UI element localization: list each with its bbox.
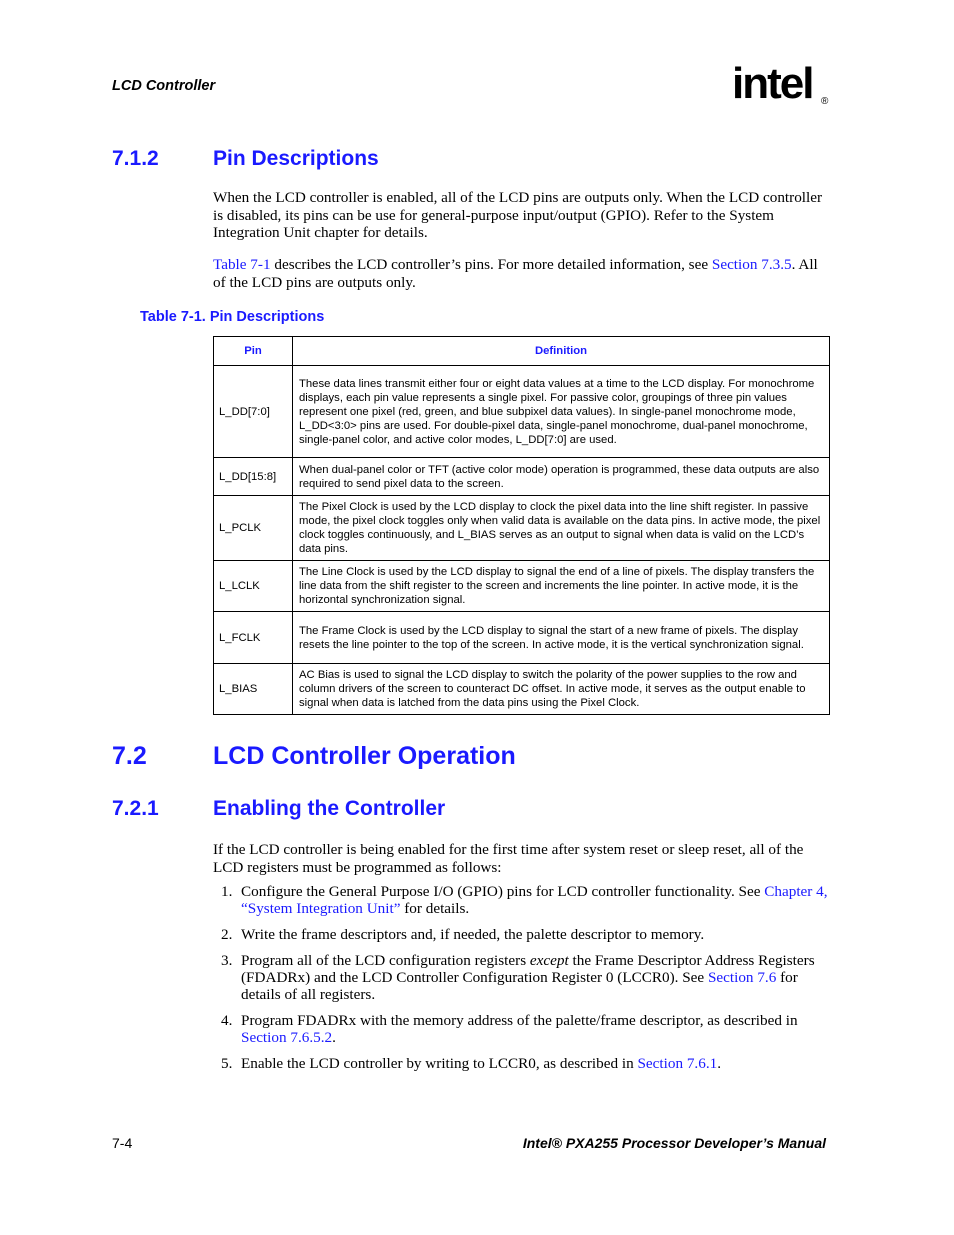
section-number-7-2: 7.2 <box>112 742 147 770</box>
link-section-7-3-5[interactable]: Section 7.3.5 <box>711 256 792 273</box>
definition-cell: The Line Clock is used by the LCD display to signal the end of a line of pixels. The display transfers the line data from the shift register to the screen and increments the line pointer. In active mode, it is the horizontal synchronization signal. <box>293 561 830 612</box>
list-item: 3. Program all of the LCD configuration registers except the Frame Descriptor Address Registers (FDADRx) and the LCD Controller Configuration Register 0 (LCCR0). See Section 7.6 for details of all registers. <box>221 952 815 1003</box>
pin-cell: L_BIAS <box>214 664 293 715</box>
pin-cell: L_DD[15:8] <box>214 458 293 496</box>
list-item: 4. Program FDADRx with the memory address of the palette/frame descriptor, as described in Section 7.6.5.2. <box>221 1012 798 1046</box>
table-row <box>214 458 830 496</box>
list-item: 1. Configure the General Purpose I/O (GPIO) pins for LCD controller functionality. See Chapter 4, “System Integration Unit” for details. <box>221 883 828 917</box>
link-section-7-6[interactable]: Section 7.6 <box>707 969 777 986</box>
link-section-7-6-5-2[interactable]: Section 7.6.5.2 <box>241 1029 333 1046</box>
section-number-7-2-1: 7.2.1 <box>112 797 159 820</box>
column-header-pin: Pin <box>214 337 293 366</box>
paragraph-table-ref: Table 7-1 describes the LCD controller’s pins. For more detailed information, see Section 7.3.5. All of the LCD pins are outputs only. <box>213 256 818 291</box>
table-row <box>214 612 830 664</box>
column-header-definition: Definition <box>293 337 830 366</box>
definition-cell: These data lines transmit either four or eight data values at a time to the LCD display. For monochrome displays, each pin value represents a single pixel. For passive color, groupings of three pin values represent one pixel (red, green, and blue subpixel data values). In single-panel monochrome mode, L_DD<3:0> pins are used. For double-pixel data, single-panel monochrome, dual-panel monochrome, single-panel color, and active color modes, L_DD[7:0] are used. <box>293 366 830 458</box>
section-title-enabling-the-controller: Enabling the Controller <box>213 797 446 820</box>
pin-cell: L_FCLK <box>214 612 293 664</box>
list-item: 5. Enable the LCD controller by writing to LCCR0, as described in Section 7.6.1. <box>221 1055 722 1072</box>
running-header: LCD Controller <box>112 78 216 94</box>
pin-cell: L_PCLK <box>214 496 293 561</box>
table-row <box>214 561 830 612</box>
table-row <box>214 496 830 561</box>
table-row <box>214 366 830 458</box>
pin-cell: L_LCLK <box>214 561 293 612</box>
pin-cell: L_DD[7:0] <box>214 366 293 458</box>
svg-text:®: ® <box>821 96 829 107</box>
pin-descriptions-table <box>213 336 830 715</box>
link-table-7-1[interactable]: Table 7-1 <box>213 256 271 273</box>
table-caption: Table 7-1. Pin Descriptions <box>140 309 325 325</box>
definition-cell: AC Bias is used to signal the LCD display to switch the polarity of the power supplies to the row and column drivers of the screen to counteract DC offset. In active mode, it serves as the output enable to signal when data is latched from the data pins using the Pixel Clock. <box>293 664 830 715</box>
footer-title: Intel® PXA255 Processor Developer’s Manual <box>522 1135 826 1151</box>
section-title-lcd-controller-operation: LCD Controller Operation <box>213 742 516 770</box>
intel-logo <box>732 62 832 116</box>
definition-cell: The Pixel Clock is used by the LCD display to clock the pixel data into the line shift register. In passive mode, the pixel clock toggles only when valid data is available on the data pins. In active mode, the pixel clock toggles continuously, and L_BIAS serves as an output to signal when data is valid on the LCD’s data pins. <box>293 496 830 561</box>
svg-text:intel: intel <box>732 62 813 108</box>
table-row <box>214 664 830 715</box>
section-title-pin-descriptions: Pin Descriptions <box>213 147 379 170</box>
page-number: 7-4 <box>112 1135 133 1151</box>
definition-cell: When dual-panel color or TFT (active color mode) operation is programmed, these data outputs are also required to send pixel data to the screen. <box>293 458 830 496</box>
section-number-7-1-2: 7.1.2 <box>112 147 159 170</box>
paragraph-intro: When the LCD controller is enabled, all of the LCD pins are outputs only. When the LCD controller is disabled, its pins can be use for general-purpose input/output (GPIO). Refer to the System Integration Unit chapter for details. <box>213 189 823 241</box>
steps-list <box>213 883 831 1081</box>
list-item: 2. Write the frame descriptors and, if needed, the palette descriptor to memory. <box>221 926 705 943</box>
paragraph-enabling-intro: If the LCD controller is being enabled for the first time after system reset or sleep reset, all of the LCD registers must be programmed as follows: <box>213 841 804 876</box>
definition-cell: The Frame Clock is used by the LCD display to signal the start of a new frame of pixels. The display resets the line pointer to the top of the screen. In active mode, it is the vertical synchronization signal. <box>293 612 830 664</box>
link-section-7-6-1[interactable]: Section 7.6.1 <box>637 1055 718 1072</box>
link-chapter-4[interactable]: Chapter 4, “System Integration Unit” <box>241 883 828 917</box>
